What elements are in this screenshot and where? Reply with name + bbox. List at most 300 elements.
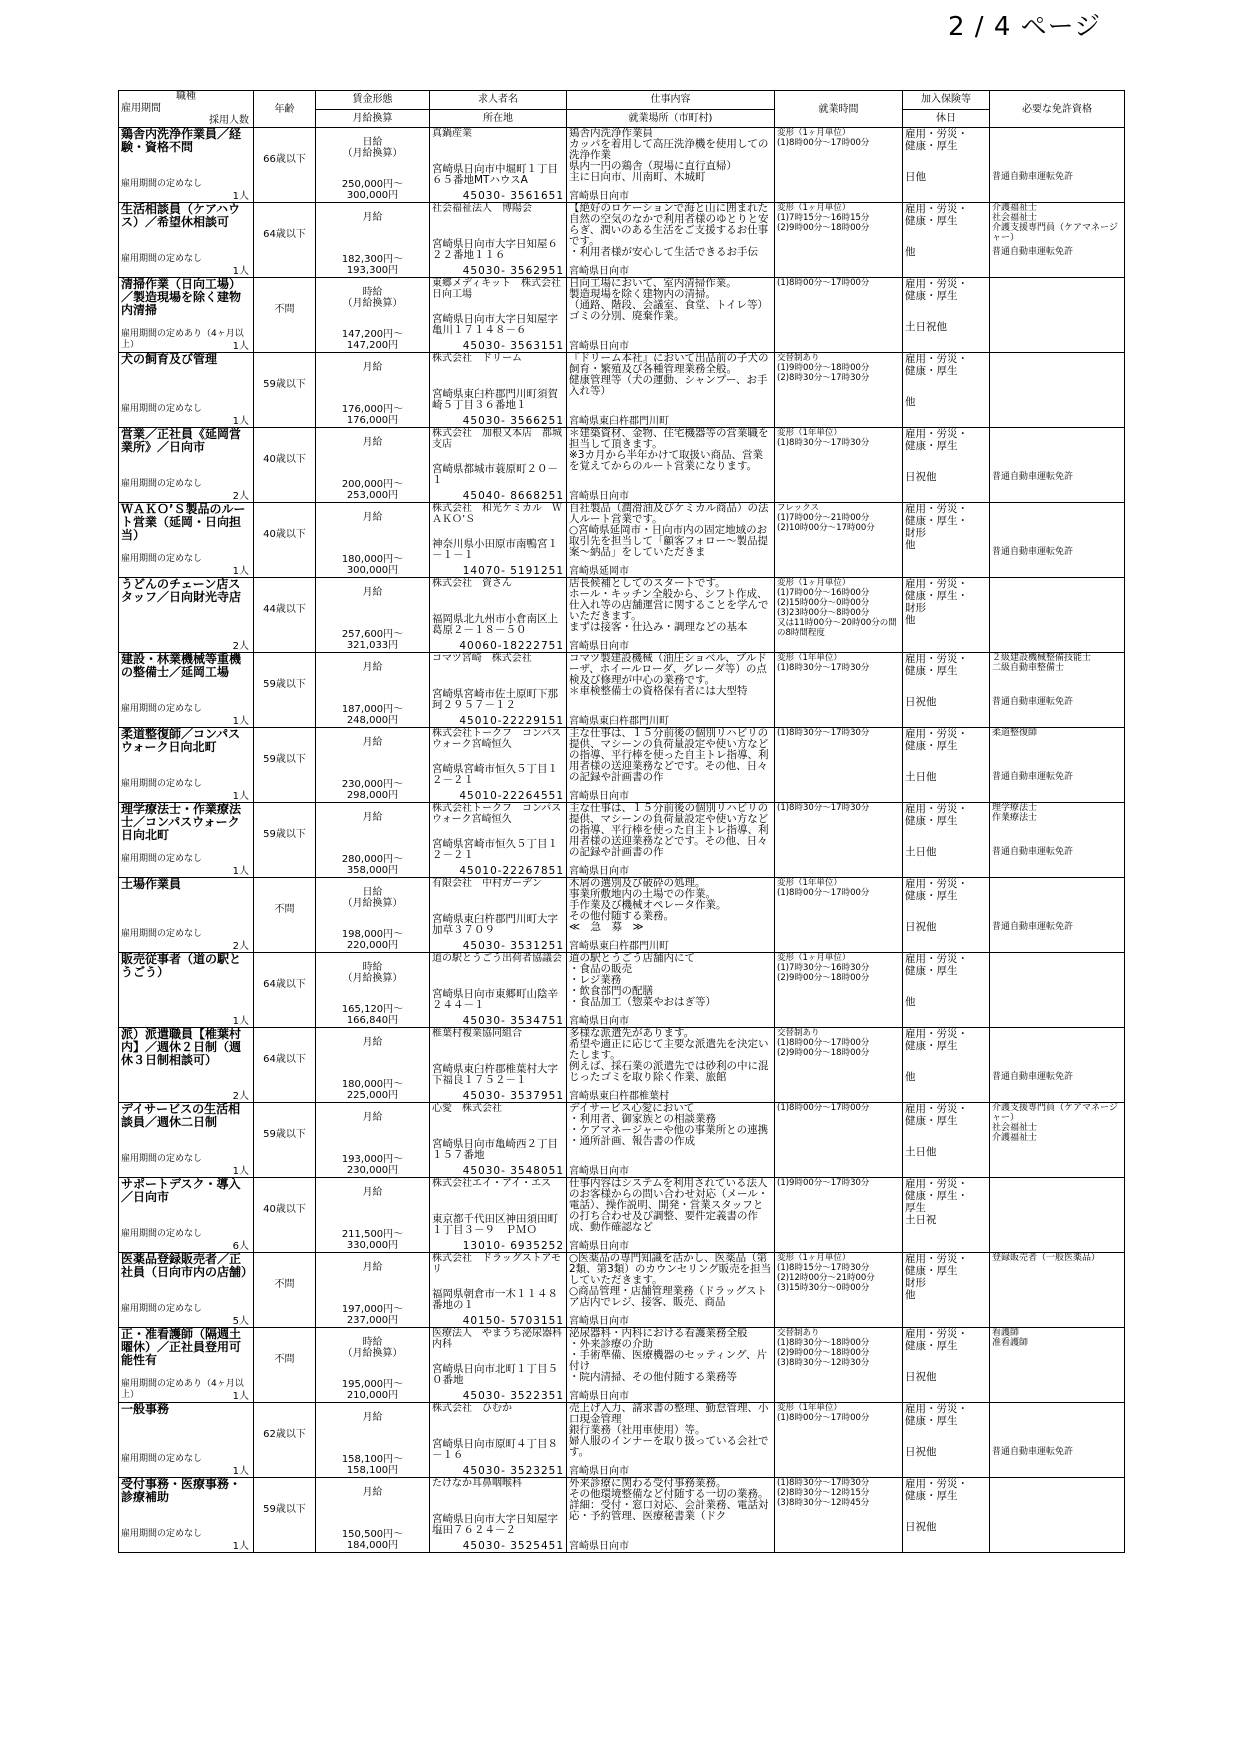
wage-range: 257,600円～ 321,033円 [341, 629, 404, 651]
insurance: 雇用・労災・ 健康・厚生 [905, 878, 968, 902]
wage-type: 月給 [362, 212, 383, 223]
job-code: 45030- 3531251 [462, 940, 564, 952]
insurance: 雇用・労災・ 健康・厚生 [905, 353, 968, 377]
work-hours: (1)8時30分～17時30分 (2)8時30分～12時15分 (3)8時30分～12時45分 [777, 1478, 870, 1508]
insurance-cell [903, 1028, 990, 1103]
holidays: 他 [905, 996, 916, 1008]
age-limit: 64歳以下 [263, 979, 306, 990]
hours-cell [775, 203, 903, 278]
insurance: 雇用・労災・ 健康・厚生 [905, 1403, 968, 1427]
job-code: 13010- 6935252 [462, 1240, 564, 1252]
wage-range: 197,000円～ 237,000円 [341, 1304, 404, 1326]
employer-address: 宮崎県宮崎市恒久５丁目１２－２１ [432, 838, 558, 861]
license-cell [990, 278, 1125, 353]
wage-range: 147,200円～ 147,200円 [341, 329, 404, 351]
hours-cell [775, 1103, 903, 1178]
work-description: 売上げ入力、請求書の整理、勤怠管理、小口現金管理 銀行業務（社用車使用）等。 婦人服のインナーを取り扱っている会社です。 [569, 1402, 769, 1458]
wage-cell [316, 953, 430, 1028]
work-hours: 変形（1ヶ月単位） (1)8時00分～17時00分 [777, 128, 870, 148]
work-cell [567, 1178, 775, 1253]
work-hours: (1)8時00分～17時00分 [777, 278, 870, 288]
hours-cell [775, 1328, 903, 1403]
hours-cell [775, 503, 903, 578]
header-hours-label: 就業時間 [818, 103, 859, 115]
employer-name: 椎葉村複業協同組合 [432, 1028, 522, 1039]
work-cell [567, 353, 775, 428]
wage-type: 月給 [362, 512, 383, 523]
employment-period: 雇用期間の定めなし [121, 179, 203, 189]
work-hours: 交替制あり (1)9時00分～18時00分 (2)8時30分～17時30分 [777, 353, 870, 383]
employment-period: 雇用期間の定めあり（4ヶ月以上） [121, 329, 244, 350]
license-cell [990, 503, 1125, 578]
header-job [119, 91, 254, 128]
employment-period: 雇用期間の定めなし [121, 554, 203, 564]
work-hours: (1)9時00分～17時30分 [777, 1178, 870, 1188]
wage-type: 月給 [362, 662, 383, 673]
job-code: 45030- 3525451 [462, 1540, 564, 1552]
job-cell [119, 803, 254, 878]
job-cell [119, 878, 254, 953]
job-code: 45030- 3563151 [462, 340, 564, 352]
work-place: 宮崎県日向市 [569, 791, 629, 802]
work-cell [567, 878, 775, 953]
job-rows [119, 128, 1125, 1553]
employer-name: 株式会社 資さん [432, 578, 512, 589]
age-limit: 不問 [274, 304, 295, 315]
work-hours: 変形（1年単位） (1)8時30分～17時30分 [777, 428, 870, 448]
employer-address: 宮崎県東臼杵郡門川町大字加草３７０９ [432, 913, 558, 936]
job-row [119, 203, 1125, 278]
header-holiday-label: 休日 [936, 112, 956, 124]
age-cell [254, 1178, 316, 1253]
wage-cell [316, 878, 430, 953]
license-cell [990, 728, 1125, 803]
wage-type: 月給 [362, 437, 383, 448]
wage-cell [316, 503, 430, 578]
required-license: 看護師 准看護師 [992, 1328, 1029, 1348]
employer-cell [430, 728, 567, 803]
employer-cell [430, 803, 567, 878]
insurance-cell [903, 278, 990, 353]
license-cell [990, 953, 1125, 1028]
employment-period: 雇用期間の定めなし [121, 929, 203, 939]
required-license: 登録販売者（一般医薬品） [992, 1253, 1101, 1263]
wage-range: 165,120円～ 166,840円 [341, 1004, 404, 1026]
employment-period: 雇用期間の定めなし [121, 404, 203, 414]
job-code: 45010-22267851 [459, 865, 564, 877]
holidays: 他 [905, 1071, 916, 1083]
work-description: コマツ製建設機械（油圧ショベル、ブルドーザ、ホイールローダ、グレーダ等）の点検及び修理が中心の業務です。 ＊車検整備士の資格保有者には大型特 [569, 652, 767, 697]
employment-period: 雇用期間の定めなし [121, 704, 203, 714]
insurance-cell [903, 953, 990, 1028]
age-limit: 不問 [274, 1279, 295, 1290]
wage-cell [316, 803, 430, 878]
employer-name: たけなか耳鼻咽喉科 [432, 1478, 522, 1489]
job-row [119, 578, 1125, 653]
age-limit: 64歳以下 [263, 229, 306, 240]
work-cell [567, 953, 775, 1028]
wage-range: 230,000円～ 298,000円 [341, 779, 404, 801]
work-description: ＊建築資材、金物、住宅機器等の営業職を担当して頂きます。 ※3カ月から半年かけて取扱い商品、営業を覚えてからのルート営業になります。 [569, 427, 769, 472]
header-age-label: 年齢 [274, 103, 295, 115]
employment-period: 雇用期間の定めなし [121, 1304, 203, 1314]
header-work [567, 91, 775, 128]
wage-type: 月給 [362, 587, 383, 598]
license-cell [990, 878, 1125, 953]
license-cell [990, 1103, 1125, 1178]
insurance: 雇用・労災・ 健康・厚生 [905, 278, 968, 302]
employer-name: 株式会社トークフ コンパスウォーク宮崎恒久 [432, 803, 562, 825]
insurance: 雇用・労災・ 健康・厚生 [905, 1028, 968, 1052]
wage-range: 200,000円～ 253,000円 [341, 479, 404, 501]
employer-address: 宮崎県日向市大字日知屋字塩田７６２４－２ [432, 1513, 558, 1536]
insurance: 雇用・労災・ 健康・厚生 [905, 128, 968, 152]
work-cell [567, 1253, 775, 1328]
employer-cell [430, 1103, 567, 1178]
work-place: 宮崎県日向市 [569, 341, 629, 352]
insurance: 雇用・労災・ 健康・厚生 [905, 953, 968, 977]
license-cell [990, 128, 1125, 203]
job-cell [119, 203, 254, 278]
hours-cell [775, 1178, 903, 1253]
age-cell [254, 128, 316, 203]
employer-address: 宮崎県日向市原町４丁目８－１６ [432, 1438, 558, 1461]
insurance-cell [903, 1253, 990, 1328]
wage-range: 195,000円～ 210,000円 [341, 1379, 404, 1401]
job-cell [119, 1328, 254, 1403]
insurance-cell [903, 1178, 990, 1253]
hours-cell [775, 578, 903, 653]
age-cell [254, 953, 316, 1028]
job-title: 鶏舎内洗浄作業員／経験・資格不問 [121, 127, 242, 154]
wage-type: 月給 [362, 1487, 383, 1498]
license-cell [990, 1403, 1125, 1478]
insurance-cell [903, 803, 990, 878]
employer-cell [430, 578, 567, 653]
wage-cell [316, 578, 430, 653]
work-description: 自社製品（潤滑油及びケミカル商品）の法人ルート営業です。 ○宮崎県延岡市・日向市内の固定地域のお取引先を担当して「顧客フォロー～製品提案～納品」をしていただきま [569, 502, 769, 558]
work-cell [567, 803, 775, 878]
work-hours: 変形（1年単位） (1)8時00分～17時00分 [777, 878, 870, 898]
hours-cell [775, 1403, 903, 1478]
employer-cell [430, 1403, 567, 1478]
hire-count: 2人 [232, 491, 249, 502]
wage-cell [316, 1478, 430, 1553]
job-title: 建設・林業機械等重機の整備士／延岡工場 [121, 652, 242, 679]
holidays: 土日他 [905, 846, 937, 858]
age-cell [254, 503, 316, 578]
header-wage [316, 91, 430, 128]
work-cell [567, 1103, 775, 1178]
insurance-cell [903, 653, 990, 728]
work-hours: 変形（1ヶ月単位） (1)7時30分～16時30分 (2)9時00分～18時00分 [777, 953, 870, 983]
employer-name: 株式会社トークフ コンパスウォーク宮崎恒久 [432, 728, 562, 750]
employer-name: 株式会社 ひむか [432, 1403, 512, 1414]
wage-range: 180,000円～ 300,000円 [341, 554, 404, 576]
license-cell [990, 353, 1125, 428]
work-place: 宮崎県日向市 [569, 866, 629, 877]
job-code: 45030- 3566251 [462, 415, 564, 427]
job-row [119, 1478, 1125, 1553]
employment-period: 雇用期間の定めなし [121, 1154, 203, 1164]
work-description: 【絶好のロケーションで海と山に囲まれた自然の空気のなかで利用者様のゆとりと安らぎ、潤いのある生活をご支援するお仕事です。 ・利用者様が安心して生活できるお手伝 [569, 202, 769, 258]
holidays: 土日他 [905, 771, 937, 783]
insurance-cell [903, 1478, 990, 1553]
employer-address: 神奈川県小田原市南鴨宮１－１－１ [432, 538, 558, 561]
insurance: 雇用・労災・ 健康・厚生 [905, 1103, 968, 1127]
employment-period: 雇用期間の定めなし [121, 254, 203, 264]
work-cell [567, 428, 775, 503]
job-cell [119, 653, 254, 728]
work-place: 宮崎県日向市 [569, 641, 629, 652]
age-cell [254, 878, 316, 953]
wage-range: 211,500円～ 330,000円 [341, 1229, 404, 1251]
license-cell [990, 1028, 1125, 1103]
holidays: 土日他 [905, 1146, 937, 1158]
job-cell [119, 1478, 254, 1553]
age-limit: 59歳以下 [263, 829, 306, 840]
employer-name: 株式会社 ドラッグストアモリ [432, 1253, 561, 1275]
insurance: 雇用・労災・ 健康・厚生 [905, 1478, 968, 1502]
license-cell [990, 1478, 1125, 1553]
wage-cell [316, 1103, 430, 1178]
header-job-count: 採用人数 [209, 115, 249, 126]
employer-address: 宮崎県日向市北町１丁目５０番地 [432, 1363, 558, 1386]
job-title: 営業／正社員《延岡営業所》／日向市 [121, 427, 242, 454]
wage-cell [316, 1328, 430, 1403]
hire-count: 1人 [232, 1466, 249, 1477]
age-cell [254, 1478, 316, 1553]
wage-type: 日給 （月給換算） [342, 887, 403, 909]
work-description: 鶏舎内洗浄作業員 カッパを着用して高圧洗浄機を使用しての洗浄作業 県内一円の鶏舎（現場に直行直帰） 主に日向市、川南町、木城町 [569, 127, 769, 183]
work-hours: 変形（1ヶ月単位） (1)7時00分～16時00分 (2)15時00分～0時00分 (3)23時00分～8時00分 又は11時00分～20時00分の間の8時間程度 [777, 578, 897, 638]
age-cell [254, 653, 316, 728]
required-license: 柔道整復師 [992, 728, 1038, 738]
wage-type: 月給 [362, 1262, 383, 1273]
employer-address: 宮崎県都城市蓑原町２０－１ [432, 463, 558, 486]
header-license-label: 必要な免許資格 [1022, 103, 1092, 115]
insurance-cell [903, 428, 990, 503]
job-cell [119, 1103, 254, 1178]
employer-address: 宮崎県宮崎市佐土原町下那珂２９５７－１２ [432, 688, 558, 711]
employer-address: 宮崎県東臼杵郡椎葉村大字下福良１７５２－１ [432, 1063, 558, 1086]
wage-cell [316, 1028, 430, 1103]
hours-cell [775, 428, 903, 503]
job-code: 45040- 8668251 [462, 490, 564, 502]
age-cell [254, 1028, 316, 1103]
job-code: 45030- 3537951 [462, 1090, 564, 1102]
job-row [119, 1328, 1125, 1403]
job-cell [119, 953, 254, 1028]
wage-cell [316, 278, 430, 353]
job-title: 医薬品登録販売者／正社員（日向市内の店舗） [121, 1252, 254, 1279]
job-title: 受付事務・医療事務・診療補助 [121, 1477, 242, 1504]
hours-cell [775, 1253, 903, 1328]
work-description: 主な仕事は、１５分前後の個別リハビリの提供、マシーンの負荷量設定や使い方などの指導、平行棒を使った自主トレ指導、利用者様の送迎業務などです。その他、日々の記録や計画書の作 [569, 802, 769, 858]
work-description: 道の駅とうごう店舗内にて ・食品の販売 ・レジ業務 ・飲食部門の配膳 ・食品加工（惣菜やおはぎ等） [569, 952, 716, 1008]
hours-cell [775, 878, 903, 953]
wage-type: 時給 （月給換算） [342, 287, 403, 309]
header-insurance-label: 加入保険等 [903, 91, 989, 110]
employer-address: 宮崎県東臼杵郡門川町須賀崎５丁目３６番地１ [432, 388, 558, 411]
job-title: 一般事務 [121, 1402, 170, 1416]
hire-count: 1人 [232, 191, 249, 202]
work-hours: (1)8時00分～17時00分 [777, 1103, 870, 1113]
hours-cell [775, 953, 903, 1028]
work-description: 店長候補としてのスタートです。 ホール・キッチン全般から、シフト作成、仕入れ等の店舗運営に関することを学んでいただきます。 まずは接客・仕込み・調理などの基本 [569, 577, 769, 633]
header-work-place: 就業場所（市町村) [628, 112, 713, 124]
job-code: 40060-18222751 [459, 640, 564, 652]
required-license: ２級建設機械整備技能士 二級自動車整備士 [992, 653, 1092, 673]
work-cell [567, 128, 775, 203]
employer-cell [430, 128, 567, 203]
driver-license: 普通自動車運転免許 [992, 1447, 1074, 1457]
age-limit: 不問 [274, 904, 295, 915]
hire-count: 6人 [232, 1241, 249, 1252]
job-cell [119, 353, 254, 428]
job-cell [119, 428, 254, 503]
holidays: 日祝他 [905, 471, 937, 483]
employer-cell [430, 428, 567, 503]
work-cell [567, 503, 775, 578]
age-limit: 59歳以下 [263, 1504, 306, 1515]
wage-range: 180,000円～ 225,000円 [341, 1079, 404, 1101]
job-title: 犬の飼育及び管理 [121, 352, 218, 366]
job-row [119, 428, 1125, 503]
job-code: 45030- 3548051 [462, 1165, 564, 1177]
work-place: 宮崎県東臼杵郡椎葉村 [569, 1091, 669, 1102]
wage-cell [316, 128, 430, 203]
work-description: 外来診療に関わる受付事務業務。 その他環境整備など付随する一切の業務。 詳細：受付・窓口対応、会計業務、電話対応・予約管理、医療秘書業（ドク [569, 1477, 769, 1522]
header-license [990, 91, 1125, 128]
hire-count: 1人 [232, 1391, 249, 1402]
age-limit: 不問 [274, 1354, 295, 1365]
job-row [119, 1178, 1125, 1253]
age-cell [254, 1403, 316, 1478]
employer-name: 株式会社 ドリーム [432, 353, 522, 364]
job-code: 14070- 5191251 [462, 565, 564, 577]
work-description: 主な仕事は、１５分前後の個別リハビリの提供、マシーンの負荷量設定や使い方などの指導、平行棒を使った自主トレ指導、利用者様の送迎業務などです。その他、日々の記録や計画書の作 [569, 727, 769, 783]
employer-name: 東郷メディキット 株式会社 日向工場 [432, 278, 571, 300]
employer-address: 東京都千代田区神田須田町１丁目３－９ ＰＭＯ [432, 1213, 558, 1236]
driver-license: 普通自動車運転免許 [992, 1072, 1074, 1082]
license-cell [990, 653, 1125, 728]
wage-range: 150,500円～ 184,000円 [341, 1529, 404, 1551]
insurance-cell [903, 1103, 990, 1178]
wage-cell [316, 353, 430, 428]
work-place: 宮崎県日向市 [569, 266, 629, 277]
job-title: 販売従事者（道の駅とうごう） [121, 952, 242, 979]
work-cell [567, 578, 775, 653]
job-code: 45030- 3534751 [462, 1015, 564, 1027]
driver-license: 普通自動車運転免許 [992, 172, 1074, 182]
header-employer [430, 91, 567, 128]
hours-cell [775, 728, 903, 803]
work-hours: 交替制あり (1)8時30分～18時00分 (2)9時00分～18時00分 (3)8時30分～12時30分 [777, 1328, 870, 1368]
holidays: 他 [905, 246, 916, 258]
work-cell [567, 1328, 775, 1403]
wage-type: 月給 [362, 812, 383, 823]
job-title: 柔道整復師／コンパスウォーク日向北町 [121, 727, 241, 754]
hours-cell [775, 653, 903, 728]
work-cell [567, 728, 775, 803]
header-wage-monthly: 月給換算 [352, 112, 393, 124]
insurance-cell [903, 1403, 990, 1478]
work-place: 宮崎県日向市 [569, 1016, 629, 1027]
job-row [119, 278, 1125, 353]
employer-name: 医療法人 やまうち泌尿器科内科 [432, 1328, 562, 1350]
age-limit: 62歳以下 [263, 1429, 306, 1440]
wage-type: 月給 [362, 737, 383, 748]
license-cell [990, 1253, 1125, 1328]
job-cell [119, 503, 254, 578]
wage-type: 時給 （月給換算） [342, 1337, 403, 1359]
driver-license: 普通自動車運転免許 [992, 922, 1074, 932]
wage-range: 280,000円～ 358,000円 [341, 854, 404, 876]
employer-cell [430, 203, 567, 278]
job-row [119, 728, 1125, 803]
job-title: 理学療法士・作業療法士／コンパスウォーク日向北町 [121, 802, 242, 842]
hours-cell [775, 1028, 903, 1103]
work-cell [567, 1403, 775, 1478]
age-cell [254, 728, 316, 803]
holidays: 土日祝他 [905, 321, 947, 333]
employer-address: 宮崎県日向市中堀町１丁目６５番地MTハウスA [432, 163, 558, 186]
job-title: 派）派遣職員【椎葉村内】／週休２日制（週休３日制相談可） [121, 1027, 242, 1067]
insurance: 雇用・労災・ 健康・厚生 [905, 653, 968, 677]
hire-count: 2人 [232, 1091, 249, 1102]
hours-cell [775, 128, 903, 203]
job-code: 45030- 3523251 [462, 1465, 564, 1477]
wage-cell [316, 428, 430, 503]
wage-type: 月給 [362, 1037, 383, 1048]
wage-cell [316, 728, 430, 803]
age-limit: 59歳以下 [263, 379, 306, 390]
required-license: 介護福祉士 社会福祉士 介護支援専門員（ケアマネージャー） [992, 203, 1118, 243]
job-cell [119, 1403, 254, 1478]
work-hours: 変形（1ヶ月単位） (1)8時15分～17時30分 (2)12時00分～21時00分 (3)15時30分～0時00分 [777, 1253, 875, 1293]
work-description: 木屑の選別及び破砕の処理。 事業所敷地内の土場での作業。 手作業及び機械オペレータ作業。 その他付随する業務。 ≪ 急 募 ≫ [569, 877, 727, 933]
hire-count: 2人 [232, 941, 249, 952]
wage-type: 月給 [362, 362, 383, 373]
hours-cell [775, 803, 903, 878]
age-limit: 64歳以下 [263, 1054, 306, 1065]
insurance: 雇用・労災・ 健康・厚生・ 財形 他 [905, 578, 968, 626]
work-place: 宮崎県日向市 [569, 1466, 629, 1477]
employer-name: 心愛 株式会社 [432, 1103, 502, 1114]
wage-type: 月給 [362, 1187, 383, 1198]
hours-cell [775, 1478, 903, 1553]
job-cell [119, 1028, 254, 1103]
hire-count: 1人 [232, 716, 249, 727]
hire-count: 1人 [232, 1166, 249, 1177]
wage-cell [316, 1253, 430, 1328]
age-limit: 66歳以下 [263, 154, 306, 165]
work-place: 宮崎県東臼杵郡門川町 [569, 941, 669, 952]
work-hours: (1)8時30分～17時30分 [777, 803, 870, 813]
employer-address: 福岡県朝倉市一木１１４８番地の１ [432, 1288, 558, 1311]
employer-name: 社会福祉法人 博陽会 [432, 203, 532, 214]
driver-license: 普通自動車運転免許 [992, 772, 1074, 782]
insurance-cell [903, 878, 990, 953]
employer-address: 宮崎県日向市大字日知屋６２２番地１１６ [432, 238, 558, 261]
work-place: 宮崎県日向市 [569, 1316, 629, 1327]
work-description: 『ドリーム本社』において出品前の子犬の飼育・繁殖及び各種管理業務全般。 健康管理等（犬の運動、シャンプー、お手入れ等） [569, 352, 769, 397]
work-cell [567, 203, 775, 278]
work-place: 宮崎県日向市 [569, 191, 629, 202]
wage-type: 月給 [362, 1112, 383, 1123]
employer-cell [430, 878, 567, 953]
